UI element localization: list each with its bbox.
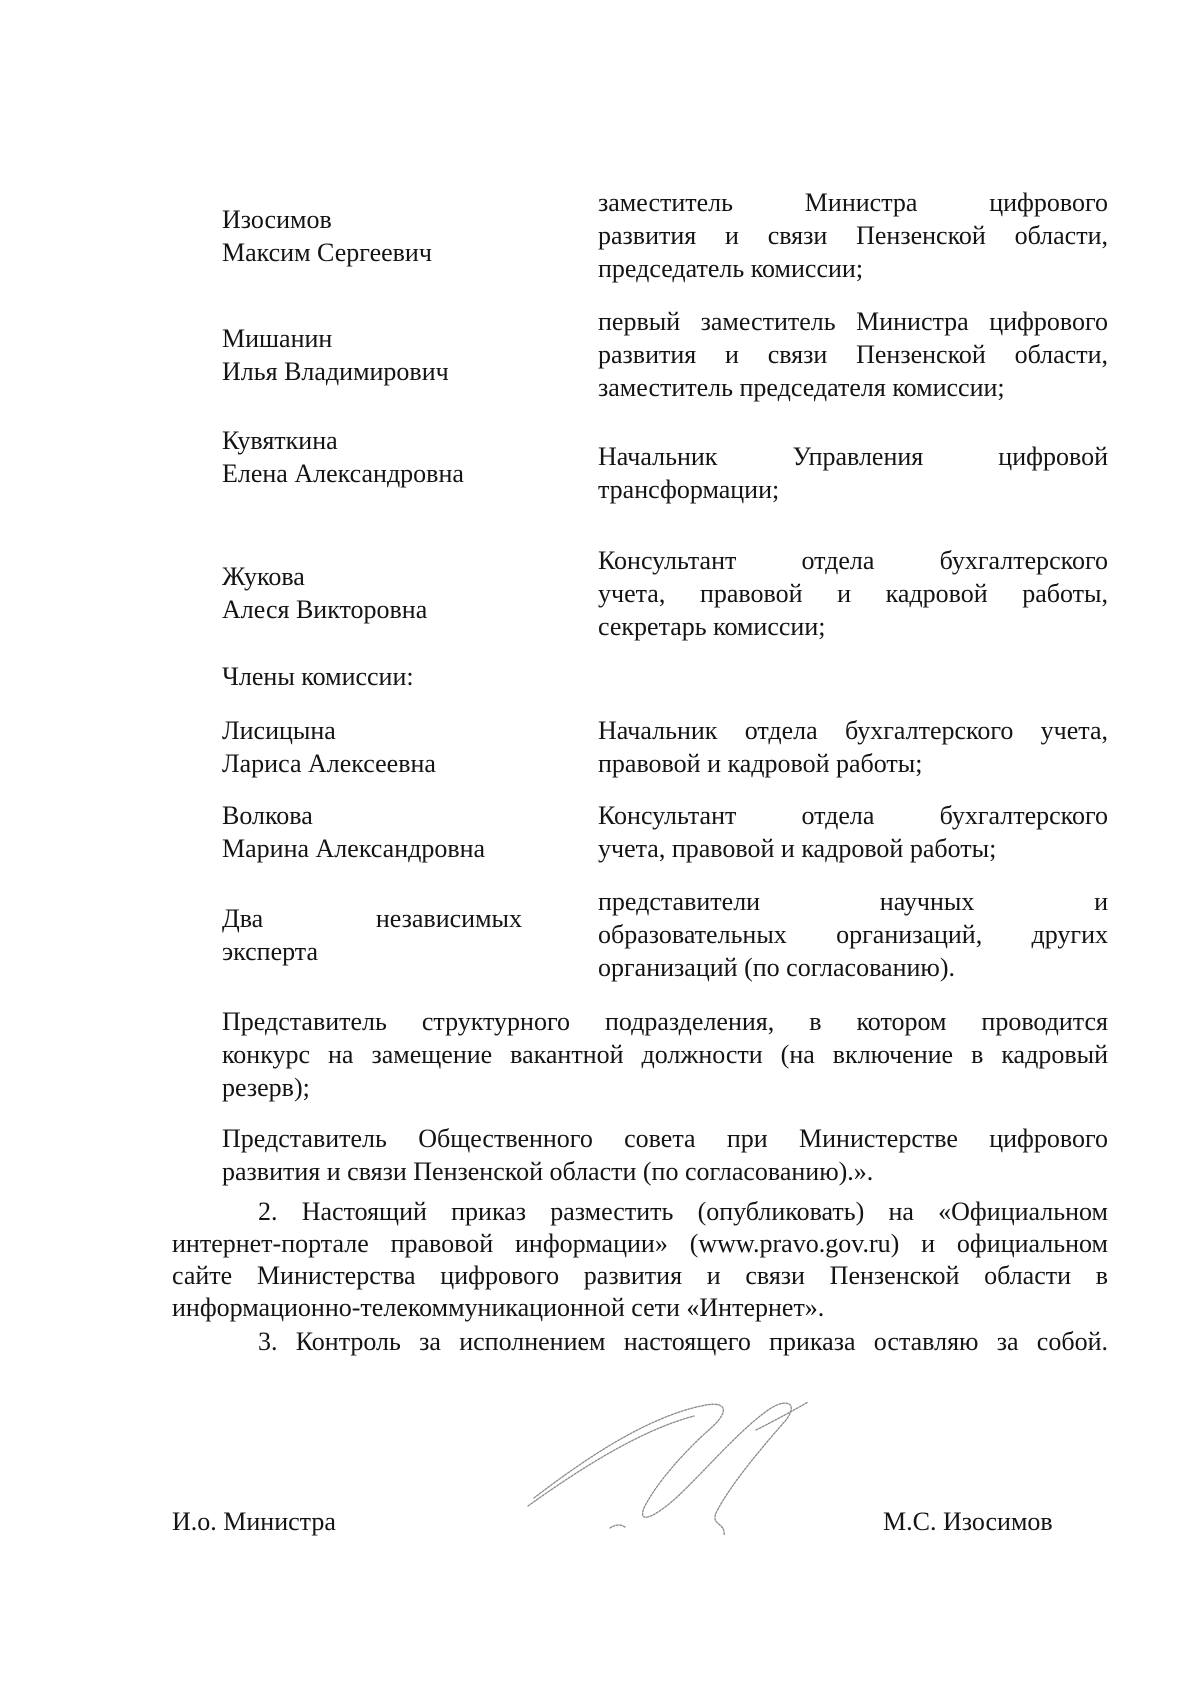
given-names: Марина Александровна [222, 834, 486, 863]
paragraph-line: сайте Министерства цифрового развития и связи Пензенской области в [172, 1261, 1108, 1290]
paragraph-line: резерв); [222, 1073, 310, 1102]
role-line: Консультант отдела бухгалтерского [598, 801, 1108, 830]
paragraph-line: 2. Настоящий приказ разместить (опубликовать) на «Официальном [258, 1197, 1108, 1226]
role-line: трансформации; [598, 475, 780, 504]
role-line: образовательных организаций, других [598, 920, 1108, 949]
role-line: первый заместитель Министра цифрового [598, 307, 1108, 336]
member-role [598, 714, 1108, 780]
paragraph-line: развития и связи Пензенской области (по согласованию).». [222, 1157, 874, 1186]
given-names: Лариса Алексеевна [222, 749, 436, 778]
paragraph-line: Представитель структурного подразделения, в котором проводится [222, 1007, 1108, 1036]
paragraph-line: 3. Контроль за исполнением настоящего приказа оставляю за собой. [258, 1327, 1108, 1356]
member-name [222, 424, 522, 490]
representative-paragraph [222, 1005, 1108, 1104]
role-line: заместитель председателя комиссии; [598, 373, 1005, 402]
member-name [222, 799, 522, 865]
role-line: организаций (по согласованию). [598, 953, 955, 982]
signatory-name: М.С. Изосимов [883, 1507, 1053, 1536]
members-heading: Члены комиссии: [222, 662, 414, 691]
member-role [598, 885, 1108, 984]
signatory-position: И.о. Министра [172, 1507, 336, 1536]
role-line: заместитель Министра цифрового [598, 188, 1108, 217]
role-line: Консультант отдела бухгалтерского [598, 546, 1108, 575]
role-line: развития и связи Пензенской области, [598, 221, 1108, 250]
member-name [222, 203, 522, 269]
role-line: Начальник Управления цифровой [598, 442, 1108, 471]
member-role [598, 186, 1108, 285]
member-name [222, 714, 522, 780]
numbered-item-2 [172, 1196, 1108, 1324]
member-name [222, 322, 522, 388]
handwritten-signature [526, 1388, 816, 1548]
surname: Жукова [222, 562, 305, 591]
given-names: Елена Александровна [222, 459, 464, 488]
paragraph-line: информационно-телекоммуникационной сети «Интернет». [172, 1293, 825, 1322]
role-line: Начальник отдела бухгалтерского учета, [598, 716, 1108, 745]
role-line: председатель комиссии; [598, 254, 864, 283]
surname: Кувяткина [222, 426, 338, 455]
given-names: эксперта [222, 937, 319, 966]
surname: Волкова [222, 801, 313, 830]
role-line: правовой и кадровой работы; [598, 749, 923, 778]
given-names: Алеся Викторовна [222, 595, 428, 624]
paragraph-line: Представитель Общественного совета при Министерстве цифрового [222, 1124, 1108, 1153]
numbered-item-3 [172, 1326, 1108, 1358]
member-role [598, 544, 1108, 643]
surname: Лисицына [222, 716, 336, 745]
paragraph-line: интернет-портале правовой информации» (www.pravo.gov.ru) и официальном [172, 1229, 1108, 1258]
role-line: секретарь комиссии; [598, 612, 826, 641]
given-names: Илья Владимирович [222, 357, 449, 386]
member-role [598, 305, 1108, 404]
surname: Мишанин [222, 324, 333, 353]
member-role [598, 799, 1108, 865]
surname: Изосимов [222, 205, 332, 234]
given-names: Максим Сергеевич [222, 238, 432, 267]
role-line: учета, правовой и кадровой работы, [598, 579, 1108, 608]
surname: Два независимых [222, 904, 522, 933]
member-name [222, 902, 522, 968]
member-role [598, 440, 1108, 506]
role-line: развития и связи Пензенской области, [598, 340, 1108, 369]
role-line: представители научных и [598, 887, 1108, 916]
role-line: учета, правовой и кадровой работы; [598, 834, 997, 863]
member-name [222, 560, 522, 626]
representative-paragraph [222, 1122, 1108, 1188]
paragraph-line: конкурс на замещение вакантной должности (на включение в кадровый [222, 1040, 1108, 1069]
